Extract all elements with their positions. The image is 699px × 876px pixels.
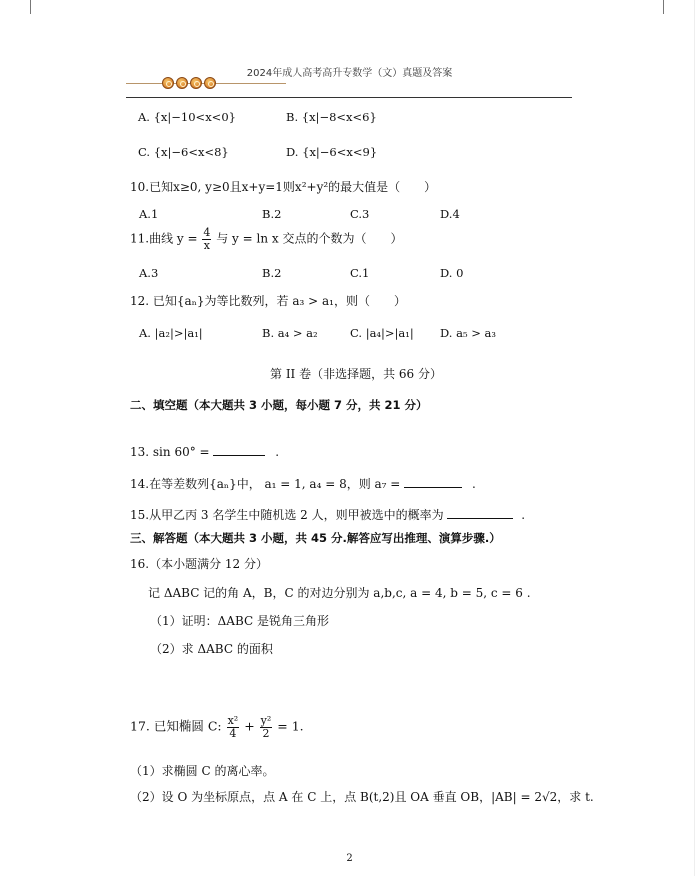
fill-section-heading: 二、填空题（本大题共 3 小题，每小题 7 分，共 21 分） bbox=[130, 398, 428, 412]
coin-icon bbox=[176, 77, 188, 89]
q17-suffix: = 1. bbox=[277, 718, 304, 734]
q12-option-d: D. a₅ > a₃ bbox=[440, 326, 497, 340]
q17-fraction-x-numerator: x² bbox=[227, 714, 239, 727]
answer-section-heading: 三、解答题（本大题共 3 小题，共 45 分.解答应写出推理、演算步骤.） bbox=[130, 531, 501, 545]
q16-stem: 记 ΔABC 记的角 A，B，C 的对边分别为 a,b,c, a = 4, b = 5, c = 6 . bbox=[148, 586, 531, 600]
q17-fraction-y bbox=[260, 715, 273, 739]
coin-icon bbox=[204, 77, 216, 89]
section-2-title: 第 II 卷（非选择题，共 66 分） bbox=[270, 367, 443, 381]
q17-part-2: （2）设 O 为坐标原点，点 A 在 C 上，点 B(t,2)且 OA 垂直 OB，|AB| = 2√2，求 t. bbox=[130, 790, 594, 804]
q9-option-b: B. {x|−8<x<6} bbox=[286, 110, 377, 124]
q11-suffix: 与 y = ln x 交点的个数为（ ） bbox=[216, 231, 403, 246]
q13-stem: 13. sin 60° = bbox=[130, 445, 210, 459]
coin-icon bbox=[162, 77, 174, 89]
q11-option-d: D. 0 bbox=[440, 266, 464, 280]
q15-line bbox=[130, 506, 525, 523]
q15-answer-blank[interactable] bbox=[447, 518, 513, 519]
q11-option-c: C.1 bbox=[350, 266, 370, 280]
q11-stem bbox=[130, 227, 402, 251]
q13-line bbox=[130, 445, 279, 459]
q15-end: . bbox=[521, 508, 526, 522]
q9-option-c: C. {x|−6<x<8} bbox=[138, 145, 229, 159]
q10-option-b: B.2 bbox=[262, 207, 282, 221]
q12-stem: 12. 已知{aₙ}为等比数列，若 a₃ > a₁，则（ ） bbox=[130, 294, 406, 308]
q13-end: . bbox=[275, 445, 280, 459]
q14-answer-blank[interactable] bbox=[404, 487, 462, 488]
q17-fraction-x bbox=[227, 715, 240, 739]
q11-fraction-numerator: 4 bbox=[203, 226, 211, 239]
q14-end: . bbox=[472, 477, 476, 491]
page-number: 2 bbox=[346, 853, 353, 864]
q14-stem: 14.在等差数列{aₙ}中， a₁ = 1, a₄ = 8，则 a₇ = bbox=[130, 477, 401, 491]
q11-fraction-denominator: x bbox=[203, 238, 210, 252]
q10-stem: 10.已知x≥0, y≥0且x+y=1则x²+y²的最大值是（ ） bbox=[130, 180, 437, 194]
q9-option-a: A. {x|−10<x<0} bbox=[138, 110, 236, 124]
q9-option-d: D. {x|−6<x<9} bbox=[286, 145, 378, 159]
q16-title: 16.（本小题满分 12 分） bbox=[130, 557, 268, 571]
q16-part-2: （2）求 ΔABC 的面积 bbox=[150, 642, 273, 656]
q17-fraction-y-numerator: y² bbox=[260, 714, 272, 727]
q12-option-a: A. |a₂|>|a₁| bbox=[139, 326, 203, 340]
q12-option-c: C. |a₄|>|a₁| bbox=[350, 326, 414, 340]
header-title: 2024年成人高考高升专数学（文）真题及答案 bbox=[246, 68, 453, 79]
header-rule bbox=[126, 97, 572, 98]
q15-stem: 15.从甲乙丙 3 名学生中随机选 2 人，则甲被选中的概率为 bbox=[130, 508, 444, 522]
q17-stem bbox=[130, 715, 304, 739]
q10-option-c: C.3 bbox=[350, 207, 370, 221]
crop-mark-top-left bbox=[30, 0, 31, 14]
crop-mark-top-right bbox=[663, 0, 664, 14]
q10-option-a: A.1 bbox=[139, 207, 159, 221]
q11-option-a: A.3 bbox=[139, 266, 159, 280]
q16-part-1: （1）证明：ΔABC 是锐角三角形 bbox=[150, 614, 330, 628]
q17-prefix: 17. 已知椭圆 C: bbox=[130, 718, 222, 734]
q17-fraction-y-denominator: 2 bbox=[262, 726, 270, 740]
q10-option-d: D.4 bbox=[440, 207, 460, 221]
q11-prefix: 11.曲线 y = bbox=[130, 231, 198, 246]
q11-option-b: B.2 bbox=[262, 266, 282, 280]
q17-fraction-x-denominator: 4 bbox=[229, 726, 237, 740]
q14-line bbox=[130, 475, 476, 492]
q12-option-b: B. a₄ > a₂ bbox=[262, 326, 318, 340]
q13-answer-blank[interactable] bbox=[213, 455, 265, 456]
coin-icon bbox=[190, 77, 202, 89]
crop-mark-right-edge bbox=[694, 0, 695, 876]
q17-plus: + bbox=[244, 718, 255, 734]
q11-fraction bbox=[202, 227, 211, 251]
q17-part-1: （1）求椭圆 C 的离心率。 bbox=[130, 764, 275, 778]
